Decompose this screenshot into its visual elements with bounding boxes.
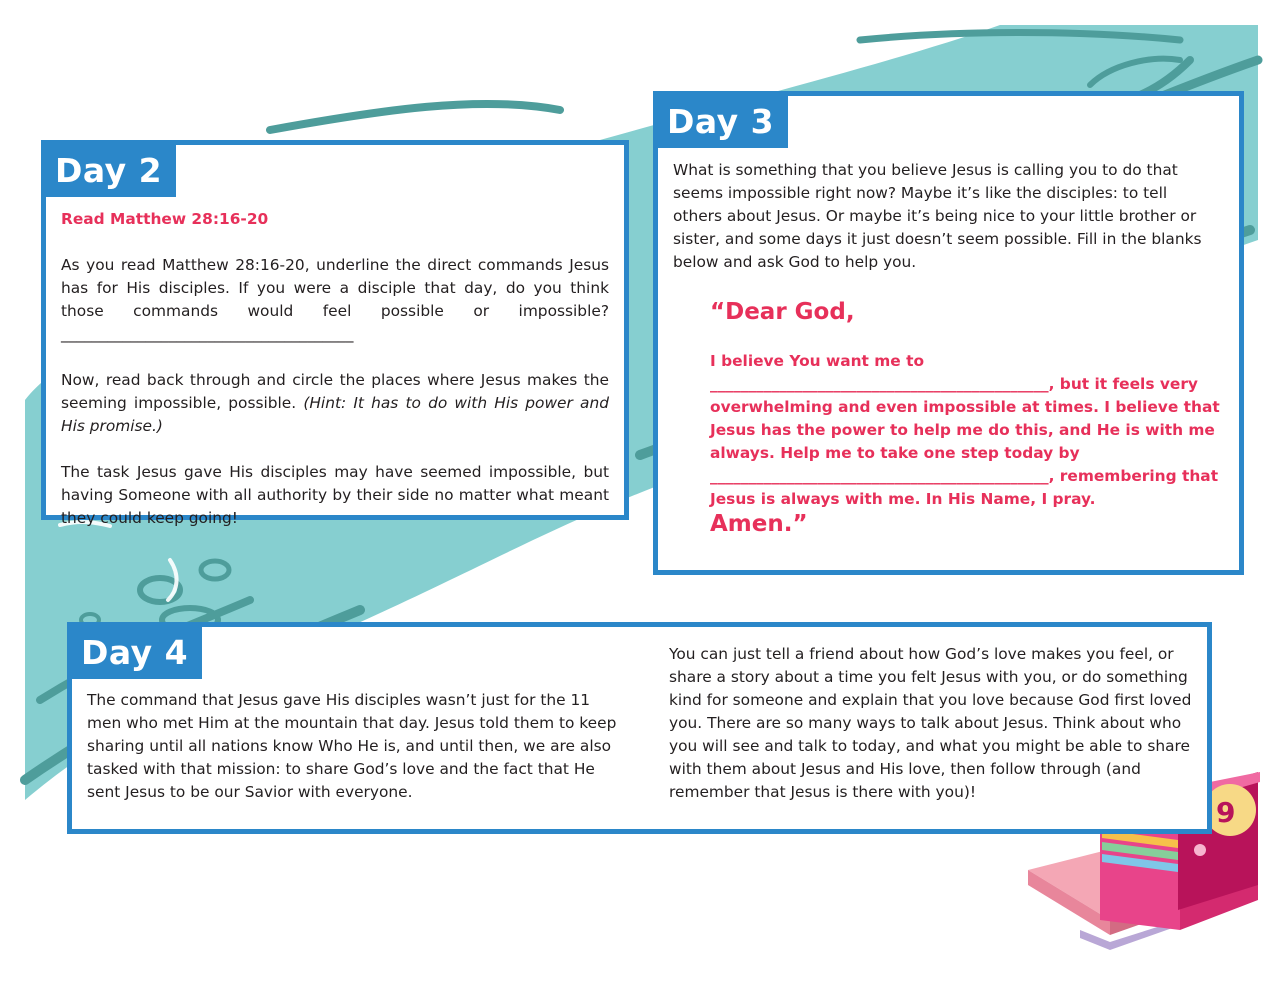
day3-prayer: I believe You want me to ____________________________________________, but it feels very overwhelming and even impossible at times. I believe that Jesus has the power to help me do this, and He is with me always. Help me to take one step today by ____________________________________________, remembering that Jesus is always with me. In His Name, I pray.	[710, 352, 1220, 508]
day2-paragraph-3: The task Jesus gave His disciples may have seemed impossible, but having Someone with all authority by their side no matter what meant they could keep going!	[61, 463, 609, 527]
svg-text:9: 9	[1216, 796, 1236, 829]
day3-card	[653, 91, 1244, 575]
day3-greeting: “Dear God,	[710, 299, 855, 325]
day3-intro: What is something that you believe Jesus is calling you to do that seems impossible right now? Maybe it’s like the disciples: to tell others about Jesus. Or maybe it’s being nice to your little brother or sister, and some days it just doesn’t seem possible. Fill in the blanks below and ask God to help you.	[673, 161, 1202, 271]
day2-content	[61, 208, 609, 530]
day4-left-text: The command that Jesus gave His disciples wasn’t just for the 11 men who met Him at the mountain that day. Jesus told them to keep sharing until all nations know Who He is, and until then, we are also tasked with that mission: to share God’s love and the fact that He sent Jesus to be our Savior with everyone.	[87, 691, 617, 801]
day2-hint: (Hint: It has to do with His power and His promise.)	[61, 394, 609, 435]
day2-tab: Day 2	[46, 145, 176, 197]
day4-card	[67, 622, 1212, 834]
day2-paragraph-2: Now, read back through and circle the places where Jesus makes the seeming impossible, possible. (Hint: It has to do with His power and His promise.)	[61, 371, 609, 435]
day2-paragraph-1: As you read Matthew 28:16-20, underline the direct commands Jesus has for His disciples. If you were a disciple that day, do you think those commands would feel possible or impossible? ______________________________________	[61, 256, 609, 343]
day3-tab: Day 3	[658, 96, 788, 148]
day2-heading: Read Matthew 28:16-20	[61, 210, 269, 228]
day3-closing: Amen.”	[710, 511, 808, 537]
day4-right-text: You can just tell a friend about how God’s love makes you feel, or share a story about a time you felt Jesus with you, or do something kind for someone and explain that you love because God first loved you. There are so many ways to talk about Jesus. Think about who you will see and talk to today, and what you might be able to share with them about Jesus and His love, then follow through (and remember that Jesus is there with you)!	[669, 645, 1192, 801]
day2-card	[41, 140, 629, 527]
day4-tab: Day 4	[72, 627, 202, 679]
